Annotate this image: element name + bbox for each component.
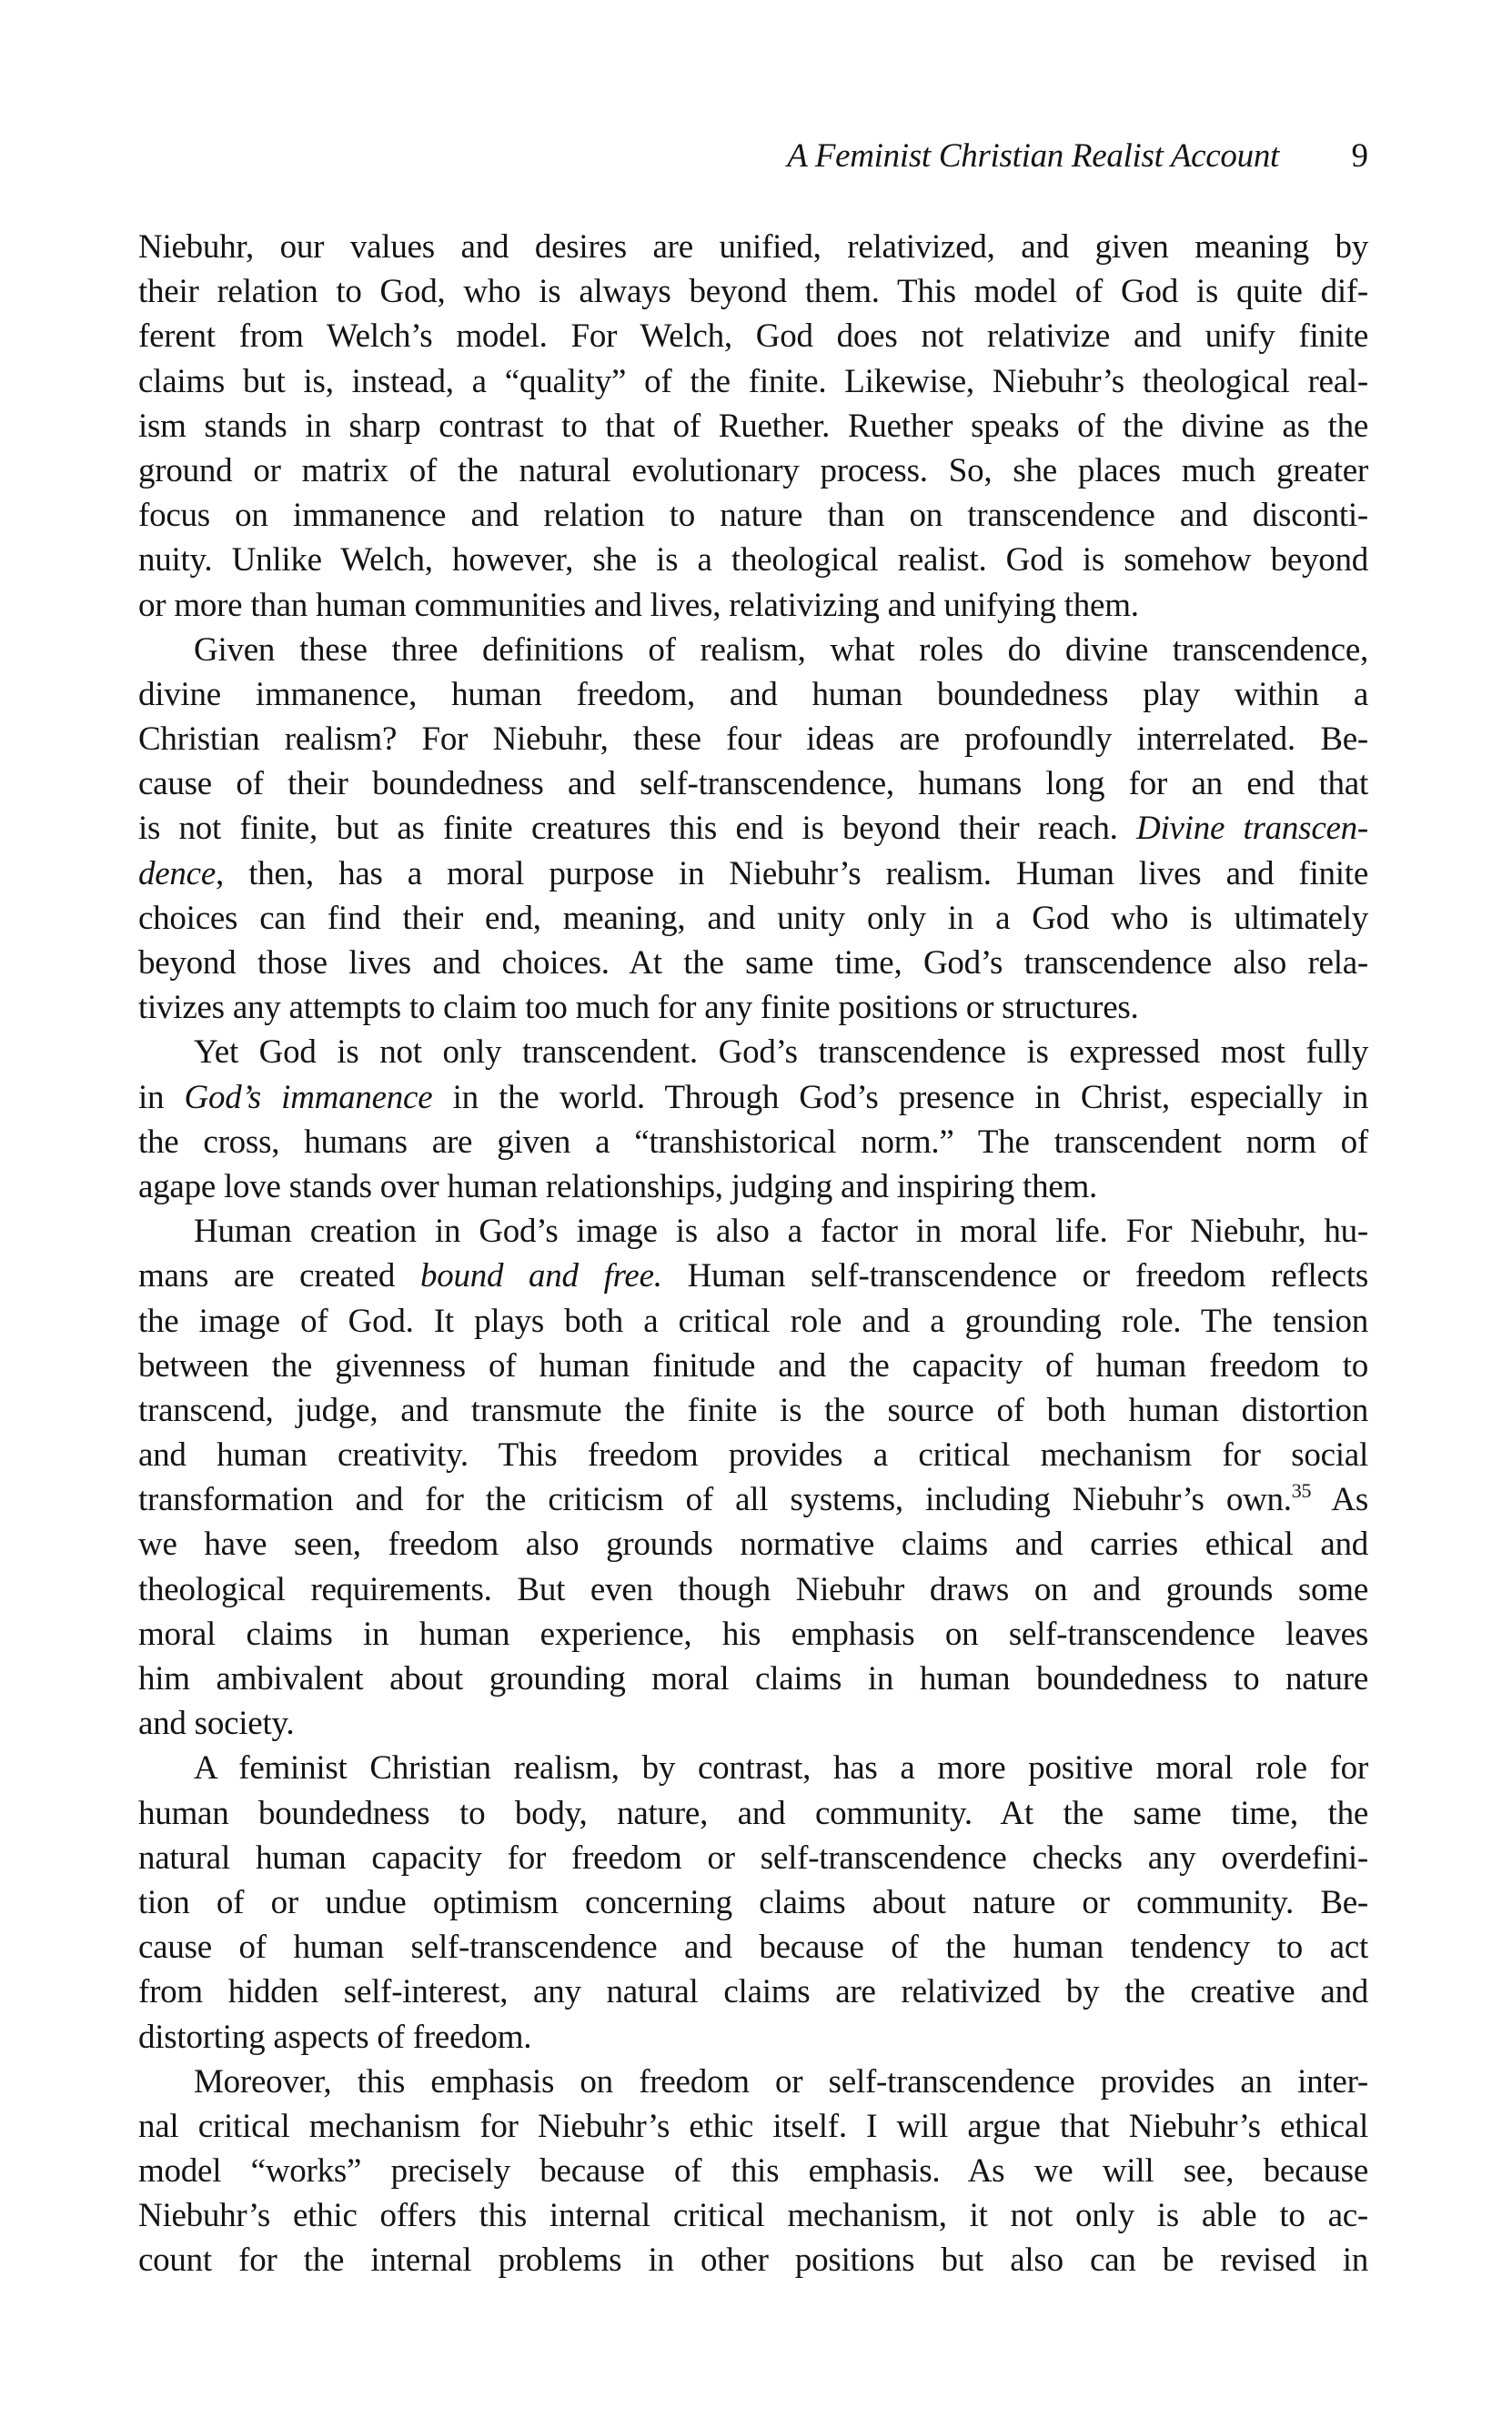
text-run: and human creativity. This freedom provides a critical mechanism for social [138,1436,1368,1475]
text-line [138,1880,1368,1925]
running-head [138,134,1368,178]
text-run: between the givenness of human finitude and the capacity of human freedom to [138,1346,1368,1385]
footnote-marker: 35 [1291,1479,1312,1503]
emphasis-text: bound and free. [420,1257,662,1295]
text-run: beyond those lives and choices. At the same time, God’s transcendence also rela- [138,944,1368,982]
text-run: natural human capacity for freedom or self-transcendence checks any overdefini- [138,1839,1368,1877]
emphasis-text: dence [138,854,217,892]
text-line [138,2193,1368,2238]
text-run: the cross, humans are given a “transhistorical norm.” The transcendent norm of [138,1123,1368,1161]
body-text [138,225,1368,2283]
text-line [138,1567,1368,1612]
text-line [138,985,1368,1030]
text-run: model “works” precisely because of this emphasis. As we will see, because [138,2152,1368,2191]
text-run: in the world. Through God’s presence in Christ, especially in [432,1078,1368,1116]
text-run: choices can find their end, meaning, and unity only in a God who is ultimately [138,899,1368,937]
running-head-title: A Feminist Christian Realist Account [787,137,1279,175]
text-run: him ambivalent about grounding moral claims in human boundedness to nature [138,1660,1368,1698]
text-line [138,1925,1368,1970]
text-line [138,1477,1368,1522]
text-run: Niebuhr’s ethic offers this internal critical mechanism, it not only is able to ac- [138,2197,1368,2235]
text-run: cause of their boundedness and self-transcendence, humans long for an end that [138,765,1368,803]
text-run: we have seen, freedom also grounds normative claims and carries ethical and [138,1526,1368,1564]
text-line [138,538,1368,582]
text-run: in [138,1078,185,1116]
text-run: Niebuhr, our values and desires are unified, relativized, and given meaning by [138,228,1368,266]
text-run: theological requirements. But even though Niebuhr draws on and grounds some [138,1570,1368,1608]
text-line [138,1254,1368,1298]
text-line [138,896,1368,941]
text-run: ferent from Welch’s model. For Welch, God does not relativize and unify finite [138,317,1368,356]
text-line [138,314,1368,358]
text-run: mans are created [138,1257,420,1295]
text-run: nal critical mechanism for Niebuhr’s ethic itself. I will argue that Niebuhr’s ethical [138,2107,1368,2145]
text-run: Human self-transcendence or freedom reflects [661,1257,1368,1295]
text-line [138,1388,1368,1433]
text-run: claims but is, instead, a “quality” of the finite. Likewise, Niebuhr’s theological real- [138,362,1368,400]
text-run: their relation to God, who is always beyond them. This model of God is quite dif- [138,273,1368,311]
text-run: tion of or undue optimism concerning claims about nature or community. Be- [138,1883,1368,1921]
text-run: transcend, judge, and transmute the finite is the source of both human distortion [138,1391,1368,1429]
text-run: transformation and for the criticism of all systems, including Niebuhr’s own. [138,1481,1292,1519]
text-run: Christian realism? For Niebuhr, these four ideas are profoundly interrelated. Be- [138,720,1368,759]
text-line [138,1030,1368,1074]
text-line [138,2015,1368,2060]
text-run: from hidden self-interest, any natural claims are relativized by the creative and [138,1973,1368,2011]
text-line [138,2149,1368,2193]
text-line [138,672,1368,717]
text-run: agape love stands over human relationships, judging and inspiring them. [138,1167,1098,1205]
text-line [138,941,1368,985]
text-run: cause of human self-transcendence and because of the human tendency to act [138,1929,1368,1967]
text-run: moral claims in human experience, his emphasis on self-transcendence leaves [138,1615,1368,1653]
text-line [138,269,1368,314]
text-line [138,1970,1368,2014]
text-line [138,1209,1368,1254]
text-run: human boundedness to body, nature, and community. At the same time, the [138,1794,1368,1832]
text-line [138,1164,1368,1209]
text-line [138,1120,1368,1164]
text-run: Moreover, this emphasis on freedom or self-transcendence provides an inter- [194,2062,1368,2101]
text-run: tivizes any attempts to claim too much for any finite positions or structures. [138,989,1139,1027]
text-run: and society. [138,1705,295,1743]
text-line [138,1299,1368,1344]
text-line [138,717,1368,761]
text-run: distorting aspects of freedom. [138,2018,532,2056]
text-line [138,1522,1368,1567]
text-line [138,2060,1368,2104]
text-run: ground or matrix of the natural evolutionary process. So, she places much greater [138,451,1368,489]
text-run: is not finite, but as finite creatures this end is beyond their reach. [138,810,1136,848]
text-line [138,1836,1368,1880]
text-line [138,404,1368,448]
emphasis-text: God’s immanence [184,1078,433,1116]
page-number: 9 [1351,137,1368,175]
text-run: Human creation in God’s image is also a factor in moral life. For Niebuhr, hu- [194,1213,1368,1251]
text-line [138,806,1368,851]
text-line [138,2238,1368,2282]
text-run: As [1311,1481,1368,1519]
text-line [138,1657,1368,1701]
text-line [138,225,1368,269]
text-line [138,1701,1368,1746]
text-line [138,1075,1368,1120]
text-line [138,1612,1368,1657]
emphasis-text: Divine transcen- [1136,810,1368,848]
text-run: count for the internal problems in other positions but also can be revised in [138,2242,1368,2280]
text-line [138,628,1368,672]
text-line [138,448,1368,493]
text-line [138,2104,1368,2149]
text-line [138,359,1368,404]
text-run: nuity. Unlike Welch, however, she is a theological realist. God is somehow beyond [138,541,1368,579]
text-line [138,1746,1368,1790]
text-line [138,583,1368,628]
text-run: , then, has a moral purpose in Niebuhr’s realism. Human lives and finite [216,854,1368,892]
text-run: divine immanence, human freedom, and human boundedness play within a [138,675,1368,713]
text-run: Yet God is not only transcendent. God’s transcendence is expressed most fully [194,1033,1368,1072]
text-run: or more than human communities and lives, relativizing and unifying them. [138,586,1139,624]
text-run: A feminist Christian realism, by contrast, has a more positive moral role for [194,1749,1368,1788]
text-line [138,493,1368,538]
text-line [138,851,1368,896]
text-run: focus on immanence and relation to nature than on transcendence and disconti- [138,497,1368,535]
text-run: Given these three definitions of realism, what roles do divine transcendence, [194,630,1368,669]
text-line [138,1433,1368,1477]
text-line [138,1791,1368,1836]
text-run: the image of God. It plays both a critical role and a grounding role. The tension [138,1302,1368,1340]
text-run: ism stands in sharp contrast to that of Ruether. Ruether speaks of the divine as the [138,407,1368,445]
text-line [138,1344,1368,1388]
text-line [138,761,1368,806]
